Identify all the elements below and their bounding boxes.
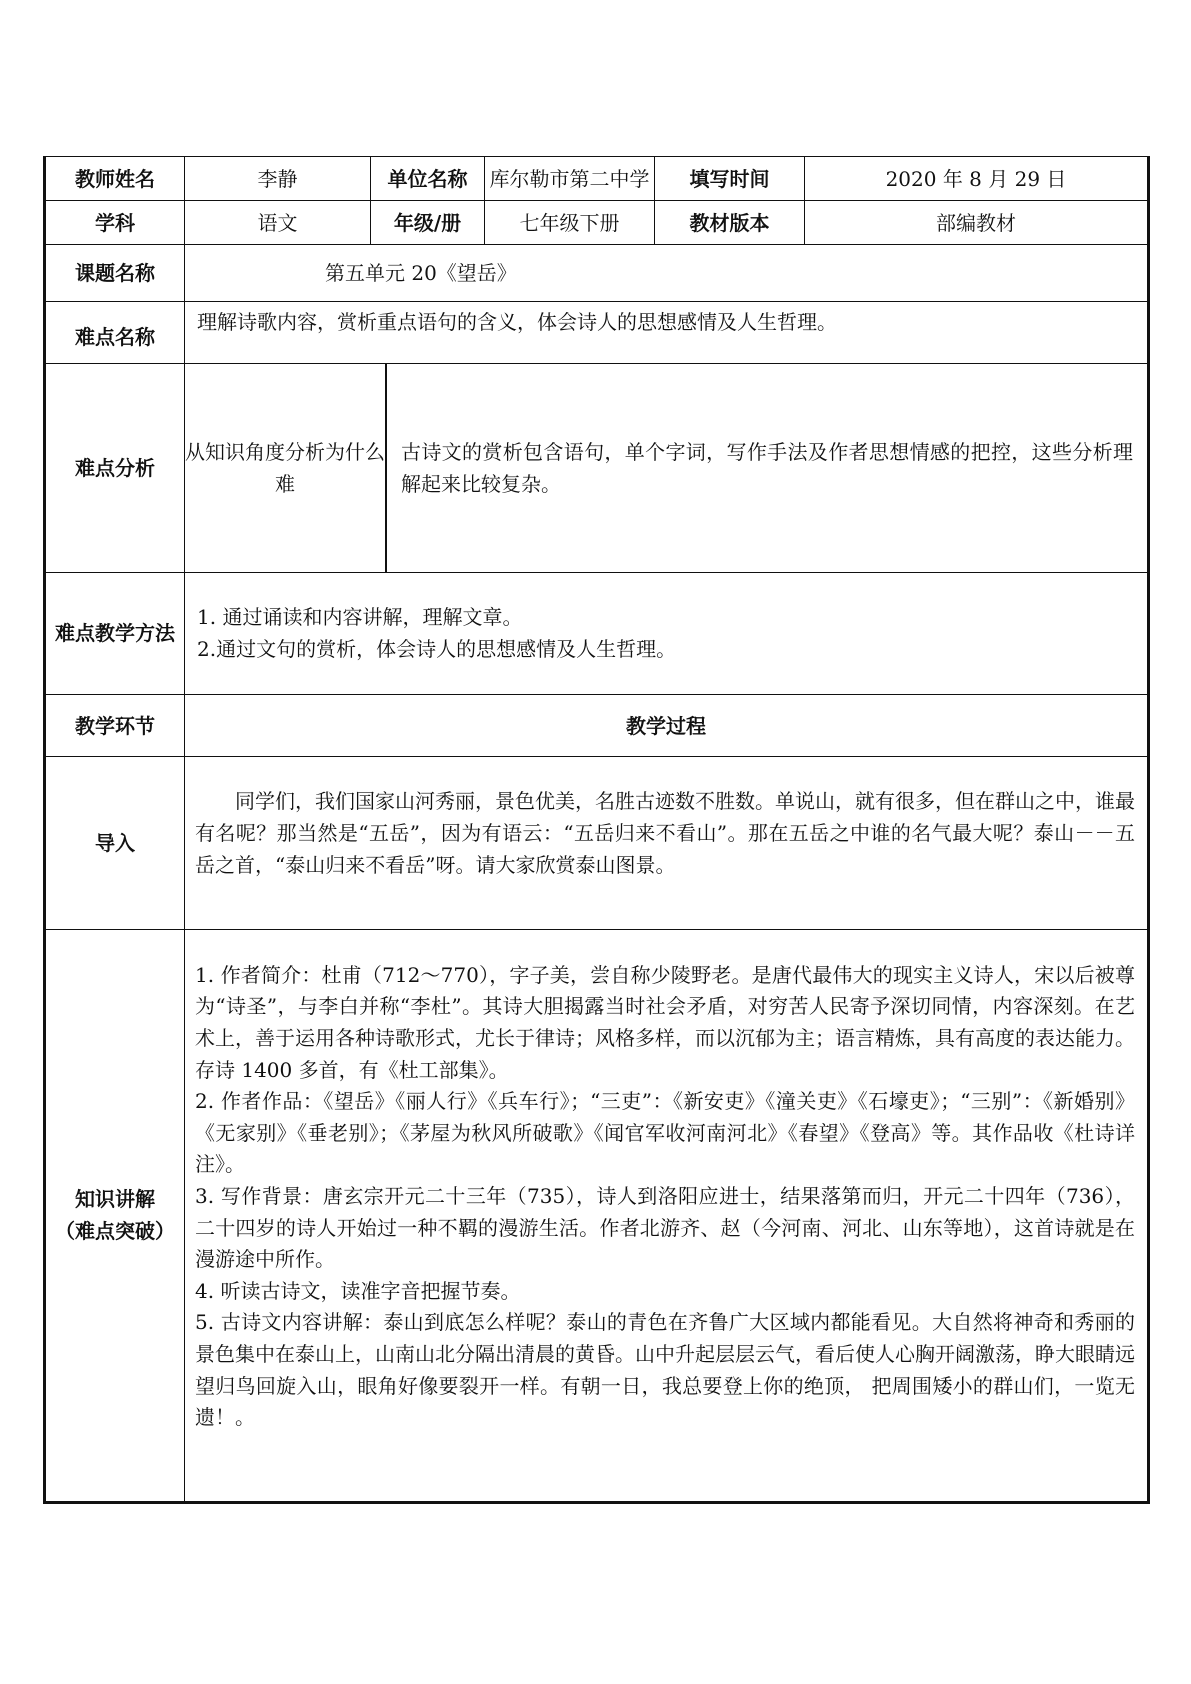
unit-label: 单位名称	[371, 157, 485, 201]
analysis-row	[45, 363, 1149, 572]
grade-value: 七年级下册	[485, 201, 655, 245]
method-label: 难点教学方法	[45, 572, 185, 694]
method-line-1: 1. 通过诵读和内容讲解，理解文章。	[197, 605, 523, 630]
subject-value: 语文	[185, 201, 371, 245]
analysis-sub-label: 从知识角度分析为什么难	[185, 364, 386, 572]
analysis-value: 古诗文的赏析包含语句，单个字词，写作手法及作者思想情感的把控，这些分析理解起来比较复杂。	[401, 439, 1133, 496]
difficulty-row	[45, 301, 1149, 363]
difficulty-label: 难点名称	[45, 301, 185, 363]
process-header-row	[45, 694, 1149, 756]
analysis-inner-table	[185, 364, 1147, 572]
grade-label: 年级/册	[371, 201, 485, 245]
knowledge-item-4: 4. 听读古诗文，读准字音把握节奏。	[195, 1278, 521, 1303]
date-value: 2020 年 8 月 29 日	[805, 157, 1149, 201]
subject-label: 学科	[45, 201, 185, 245]
analysis-label: 难点分析	[45, 363, 185, 572]
topic-row	[45, 245, 1149, 301]
method-row	[45, 572, 1149, 694]
teacher-label: 教师姓名	[45, 157, 185, 201]
knowledge-cell	[185, 929, 1149, 1502]
knowledge-row	[45, 929, 1149, 1502]
intro-row	[45, 757, 1149, 930]
intro-cell	[185, 757, 1149, 930]
edition-value: 部编教材	[805, 201, 1149, 245]
unit-value: 库尔勒市第二中学	[485, 157, 655, 201]
knowledge-label: 知识讲解	[75, 1187, 155, 1212]
lesson-plan-table	[43, 156, 1150, 1504]
process-stage-label: 教学环节	[45, 694, 185, 756]
method-line-2: 2.通过文句的赏析，体会诗人的思想感情及人生哲理。	[197, 637, 677, 662]
knowledge-item-3: 3. 写作背景：唐玄宗开元二十三年（735），诗人到洛阳应进士，结果落第而归，开元二十四年（736），二十四岁的诗人开始过一种不羁的漫游生活。作者北游齐、赵（今河南、河北、山东等地），这首诗就是在漫游途中所作。	[195, 1183, 1135, 1272]
knowledge-label-cell	[45, 929, 185, 1502]
edition-label: 教材版本	[655, 201, 805, 245]
date-label: 填写时间	[655, 157, 805, 201]
knowledge-item-5: 5. 古诗文内容讲解：泰山到底怎么样呢？泰山的青色在齐鲁广大区域内都能看见。大自然将神奇和秀丽的景色集中在泰山上，山南山北分隔出清晨的黄昏。山中升起层层云气，看后使人心胸开阔激荡，睁大眼睛远望归鸟回旋入山，眼角好像要裂开一样。有朝一日，我总要登上你的绝顶， 把周围矮小的群山们，一览无遗！。	[195, 1310, 1135, 1430]
topic-value: 第五单元 20《望岳》	[185, 245, 1149, 301]
header-row-2	[45, 201, 1149, 245]
process-title: 教学过程	[185, 694, 1149, 756]
analysis-cell	[185, 363, 1149, 572]
knowledge-item-1: 1. 作者简介：杜甫（712～770），字子美，尝自称少陵野老。是唐代最伟大的现实主义诗人，宋以后被尊为“诗圣”，与李白并称“李杜”。其诗大胆揭露当时社会矛盾，对穷苦人民寄予深切同情，内容深刻。在艺术上，善于运用各种诗歌形式，尤长于律诗；风格多样，而以沉郁为主；语言精炼，具有高度的表达能力。存诗 1400 多首，有《杜工部集》。	[195, 962, 1135, 1082]
intro-label: 导入	[45, 757, 185, 930]
header-row-1	[45, 157, 1149, 201]
knowledge-sublabel: （难点突破）	[55, 1219, 175, 1244]
difficulty-value: 理解诗歌内容，赏析重点语句的含义，体会诗人的思想感情及人生哲理。	[185, 301, 1149, 363]
knowledge-item-2: 2. 作者作品：《望岳》《丽人行》《兵车行》；“三吏”：《新安吏》《潼关吏》《石壕吏》；“三别”：《新婚别》《无家别》《垂老别》；《茅屋为秋风所破歌》《闻官军收河南河北》《春望》《登高》等。其作品收《杜诗详注》。	[195, 1089, 1135, 1177]
teacher-value: 李静	[185, 157, 371, 201]
topic-label: 课题名称	[45, 245, 185, 301]
intro-text: 同学们，我们国家山河秀丽，景色优美，名胜古迹数不胜数。单说山，就有很多，但在群山之中，谁最有名呢？那当然是“五岳”，因为有语云：“五岳归来不看山”。那在五岳之中谁的名气最大呢？泰山－－五岳之首，“泰山归来不看岳”呀。请大家欣赏泰山图景。	[195, 789, 1135, 878]
method-cell	[185, 572, 1149, 694]
